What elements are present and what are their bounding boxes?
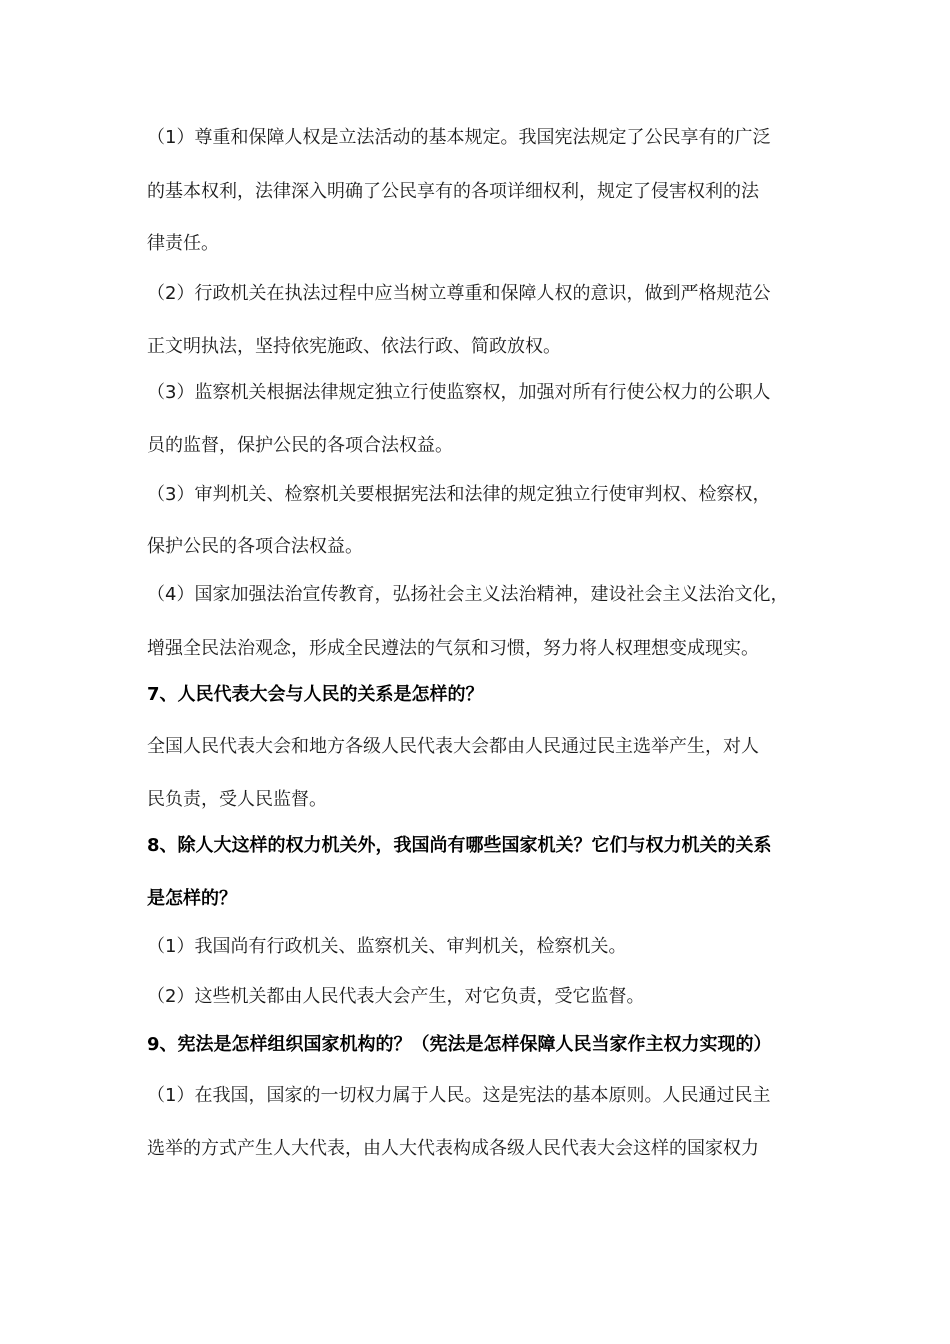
body-line: （3）审判机关、检察机关要根据宪法和法律的规定独立行使审判权、检察权， [147,484,771,505]
body-line: 民负责，受人民监督。 [147,789,327,810]
body-line: （1）在我国，国家的一切权力属于人民。这是宪法的基本原则。人民通过民主 [147,1085,771,1106]
body-line: 增强全民法治观念，形成全民遵法的气氛和习惯，努力将人权理想变成现实。 [147,638,759,659]
body-line: 保护公民的各项合法权益。 [147,536,363,557]
question-heading-8: 8、除人大这样的权力机关外，我国尚有哪些国家机关？它们与权力机关的关系 [147,835,772,856]
body-line: （1）尊重和保障人权是立法活动的基本规定。我国宪法规定了公民享有的广泛 [147,127,771,148]
body-line: （2）行政机关在执法过程中应当树立尊重和保障人权的意识，做到严格规范公 [147,283,771,304]
body-line: （3）监察机关根据法律规定独立行使监察权，加强对所有行使公权力的公职人 [147,382,771,403]
body-line: 员的监督，保护公民的各项合法权益。 [147,435,453,456]
body-line: 全国人民代表大会和地方各级人民代表大会都由人民通过民主选举产生，对人 [147,736,759,757]
body-line: （4）国家加强法治宣传教育，弘扬社会主义法治精神，建设社会主义法治文化， [147,584,789,605]
body-line: 的基本权利，法律深入明确了公民享有的各项详细权利，规定了侵害权利的法 [147,181,759,202]
question-heading-9: 9、宪法是怎样组织国家机构的？（宪法是怎样保障人民当家作主权力实现的） [147,1034,772,1055]
question-heading-8-cont: 是怎样的？ [147,888,237,909]
question-heading-7: 7、人民代表大会与人民的关系是怎样的？ [147,684,484,705]
body-line: （2）这些机关都由人民代表大会产生，对它负责，受它监督。 [147,986,645,1007]
body-line: 正文明执法，坚持依宪施政、依法行政、简政放权。 [147,336,561,357]
body-line: 律责任。 [147,233,219,254]
body-line: 选举的方式产生人大代表，由人大代表构成各级人民代表大会这样的国家权力 [147,1138,759,1159]
body-line: （1）我国尚有行政机关、监察机关、审判机关，检察机关。 [147,936,627,957]
